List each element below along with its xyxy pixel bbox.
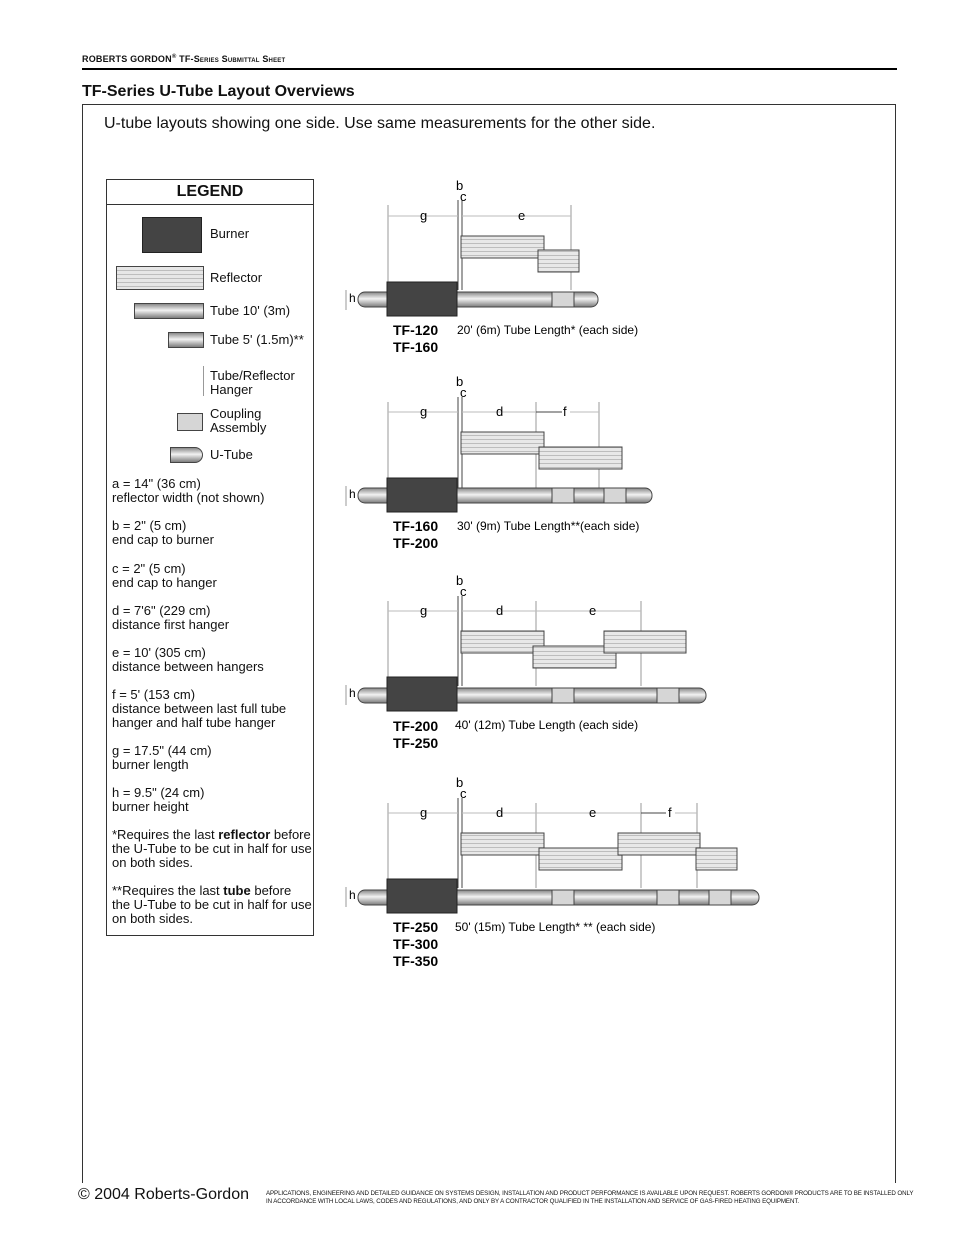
model-label: TF-120 <box>393 322 439 338</box>
def-g <box>112 744 312 772</box>
coupling-swatch <box>177 413 203 431</box>
header-rule <box>82 68 897 70</box>
def-term: b = 2" (5 cm) <box>112 518 187 533</box>
tube-length-caption: 40' (12m) Tube Length (each side) <box>455 718 639 732</box>
reflector-swatch <box>116 266 204 290</box>
def-term: a = 14" (36 cm) <box>112 476 201 491</box>
dim-h-label: h <box>349 487 356 501</box>
note-reflector <box>112 828 312 870</box>
dim-h-label: h <box>349 888 356 902</box>
def-term: c = 2" (5 cm) <box>112 561 186 576</box>
tube-5-swatch <box>168 332 204 348</box>
dim-h-label: h <box>349 686 356 700</box>
def-term: d = 7'6" (229 cm) <box>112 603 211 618</box>
intro-text: U-tube layouts showing one side. Use same measurements for the other side. <box>104 115 656 132</box>
legend-label-tube10: Tube 10' (3m) <box>210 303 291 318</box>
note-tube <box>112 884 312 926</box>
def-desc: distance between last full tube hanger and half tube hanger <box>112 701 287 730</box>
dim-b-label: b <box>456 573 464 588</box>
legend-label-utube: U-Tube <box>210 447 253 462</box>
dim-e-label: e <box>589 603 597 618</box>
page-header <box>82 54 285 64</box>
model-label: TF-250 <box>393 919 439 935</box>
legend-label-burner: Burner <box>210 226 250 241</box>
dim-c-label: c <box>460 786 467 801</box>
dim-g-label: g <box>420 603 428 618</box>
tube-10-swatch <box>134 303 204 319</box>
dim-g-label: g <box>420 805 428 820</box>
def-b <box>112 519 312 547</box>
note-bold: tube <box>223 883 251 898</box>
def-desc: burner height <box>112 799 189 814</box>
model-label: TF-200 <box>393 535 439 551</box>
header-series: TF-Series Submittal Sheet <box>179 54 286 64</box>
note-pre: *Requires the last <box>112 827 219 842</box>
def-term: e = 10' (305 cm) <box>112 645 206 660</box>
model-label: TF-160 <box>393 518 439 534</box>
def-desc: end cap to burner <box>112 532 214 547</box>
dim-c-label: c <box>460 584 467 599</box>
dim-d-label: d <box>496 404 504 419</box>
legend-label-reflector: Reflector <box>210 270 263 285</box>
burner-swatch <box>142 217 202 253</box>
model-label: TF-160 <box>393 339 439 355</box>
legend-box <box>106 179 314 936</box>
section-title: TF-Series U-Tube Layout Overviews <box>82 83 355 100</box>
header-reg: ® <box>171 54 177 60</box>
def-e <box>112 646 312 674</box>
def-desc: distance first hanger <box>112 617 230 632</box>
dim-d-label: d <box>496 603 504 618</box>
dim-g-label: g <box>420 404 428 419</box>
model-label: TF-350 <box>393 953 439 969</box>
model-label: TF-300 <box>393 936 439 952</box>
hanger-swatch <box>203 366 204 396</box>
legend-label-tube5: Tube 5' (1.5m)** <box>210 332 304 347</box>
def-f <box>112 688 312 730</box>
def-term: f = 5' (153 cm) <box>112 687 196 702</box>
note-post: before the U-Tube to be cut in half for use on both sides. <box>112 883 312 926</box>
def-desc: end cap to hanger <box>112 575 217 590</box>
dim-b-label: b <box>456 178 464 193</box>
dim-b-label: b <box>456 775 464 790</box>
dim-d-label: d <box>496 805 504 820</box>
def-c <box>112 562 312 590</box>
dim-f-label: f <box>668 805 672 820</box>
header-company: ROBERTS GORDON <box>82 54 172 64</box>
tube-length-caption: 50' (15m) Tube Length* ** (each side) <box>455 920 656 934</box>
model-label: TF-200 <box>393 718 439 734</box>
dim-e-label: e <box>589 805 597 820</box>
def-term: h = 9.5" (24 cm) <box>112 785 205 800</box>
dim-e-label: e <box>518 208 526 223</box>
def-d <box>112 604 312 632</box>
model-label: TF-250 <box>393 735 439 751</box>
dim-b-label: b <box>456 374 464 389</box>
footer-copyright: © 2004 Roberts-Gordon <box>78 1186 249 1203</box>
dim-c-label: c <box>460 385 467 400</box>
def-term: g = 17.5" (44 cm) <box>112 743 212 758</box>
legend-label-hanger: Tube/Reflector Hanger <box>210 368 295 397</box>
def-h <box>112 786 312 814</box>
note-post: before the U-Tube to be cut in half for use on both sides. <box>112 827 312 870</box>
dim-f-label: f <box>563 404 567 419</box>
def-desc: burner length <box>112 757 189 772</box>
tube-length-caption: 20' (6m) Tube Length* (each side) <box>457 323 639 337</box>
note-pre: **Requires the last <box>112 883 224 898</box>
note-bold: reflector <box>218 827 271 842</box>
def-a <box>112 477 312 505</box>
footer-disclaimer: APPLICATIONS, ENGINEERING AND DETAILED GUIDANCE ON SYSTEMS DESIGN, INSTALLATION AND PRODUCT PERFORMANCE IS AVAILABLE UPON REQUEST. ROBERTS GORDON® PRODUCTS ARE TO BE INSTALLED ONLY IN ACCORDANCE WITH LOCAL LAWS, CODES AND REGULATIONS, AND ONLY BY A CONTRACTOR QUALIFIED IN THE INSTALLATION AND SERVICE OF GAS-FIRED HEATING EQUIPMENT. <box>266 1190 914 1205</box>
dim-g-label: g <box>420 208 428 223</box>
utube-swatch <box>170 447 203 463</box>
legend-label-coupling: Coupling Assembly <box>210 406 267 435</box>
def-desc: reflector width (not shown) <box>112 490 265 505</box>
tube-length-caption: 30' (9m) Tube Length**(each side) <box>457 519 640 533</box>
def-desc: distance between hangers <box>112 659 264 674</box>
legend-title: LEGEND <box>107 180 313 205</box>
dim-c-label: c <box>460 189 467 204</box>
dim-h-label: h <box>349 291 356 305</box>
